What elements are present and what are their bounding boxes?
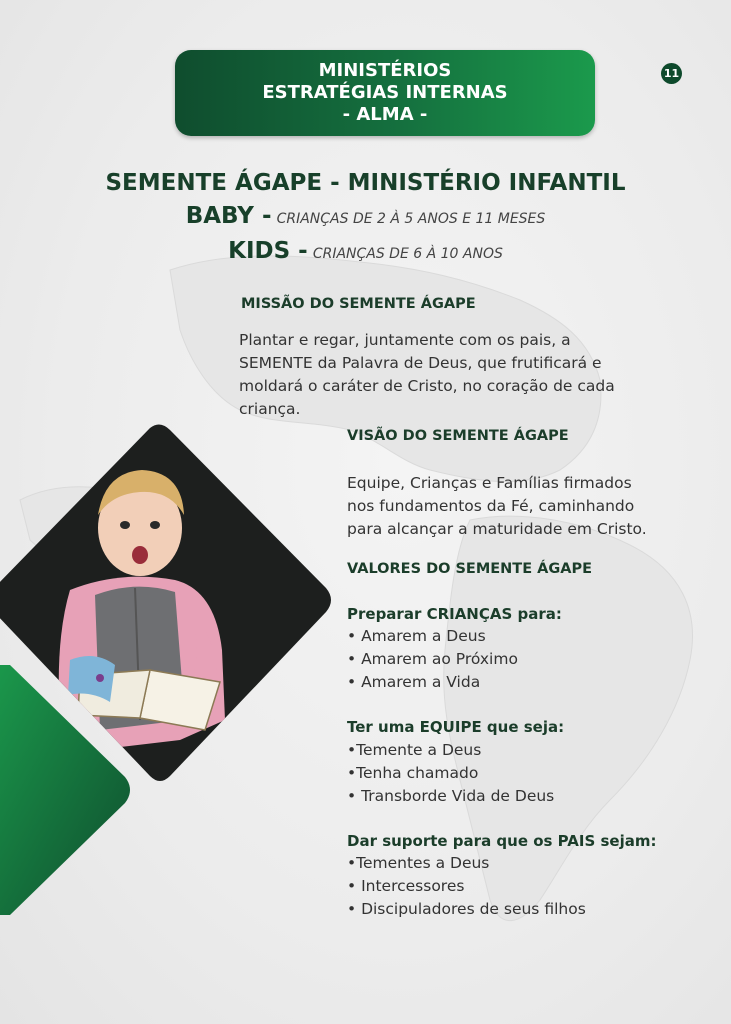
list-item: • Intercessores [347, 877, 465, 895]
header-line-2: ESTRATÉGIAS INTERNAS [262, 82, 508, 103]
visao-line: nos fundamentos da Fé, caminhando [347, 497, 635, 515]
list-item: •Tenha chamado [347, 764, 479, 782]
valores-list [347, 625, 518, 694]
list-item: • Discipuladores de seus filhos [347, 900, 586, 918]
valores-list [347, 739, 554, 808]
kids-desc: CRIANÇAS DE 6 À 10 ANOS [312, 246, 503, 262]
valores-group-title: Ter uma EQUIPE que seja: [347, 718, 565, 736]
valores-heading: VALORES DO SEMENTE ÁGAPE [347, 561, 593, 577]
visao-text [347, 472, 647, 541]
missao-line: moldará o caráter de Cristo, no coração de cada [239, 377, 615, 395]
list-item: • Transborde Vida de Deus [347, 787, 555, 805]
kids-line [0, 238, 731, 264]
valores-group-title: Dar suporte para que os PAIS sejam: [347, 832, 657, 850]
valores-group-title: Preparar CRIANÇAS para: [347, 605, 562, 623]
visao-line: Equipe, Crianças e Famílias firmados [347, 474, 632, 492]
section-header [175, 50, 595, 136]
baby-label: BABY - [185, 203, 272, 229]
baby-desc: CRIANÇAS DE 2 À 5 ANOS E 11 MESES [276, 211, 546, 227]
missao-line: criança. [239, 400, 301, 418]
header-line-3: - ALMA - [342, 104, 428, 125]
decorative-green-diamond [0, 665, 140, 925]
baby-line [0, 203, 731, 229]
page-title: SEMENTE ÁGAPE - MINISTÉRIO INFANTIL [105, 170, 626, 196]
list-item: • Amarem a Vida [347, 673, 481, 691]
visao-line: para alcançar a maturidade em Cristo. [347, 520, 647, 538]
header-line-1: MINISTÉRIOS [318, 60, 452, 81]
missao-line: Plantar e regar, juntamente com os pais, a [239, 331, 571, 349]
list-item: • Amarem ao Próximo [347, 650, 518, 668]
missao-text [239, 329, 615, 421]
kids-label: KIDS - [228, 238, 308, 264]
list-item: •Temente a Deus [347, 741, 482, 759]
list-item: •Tementes a Deus [347, 854, 490, 872]
visao-heading: VISÃO DO SEMENTE ÁGAPE [347, 428, 569, 444]
missao-heading: MISSÃO DO SEMENTE ÁGAPE [241, 296, 476, 312]
missao-line: SEMENTE da Palavra de Deus, que frutificará e [239, 354, 602, 372]
page-number: 11 [661, 63, 682, 84]
valores-list [347, 852, 586, 921]
list-item: • Amarem a Deus [347, 627, 486, 645]
